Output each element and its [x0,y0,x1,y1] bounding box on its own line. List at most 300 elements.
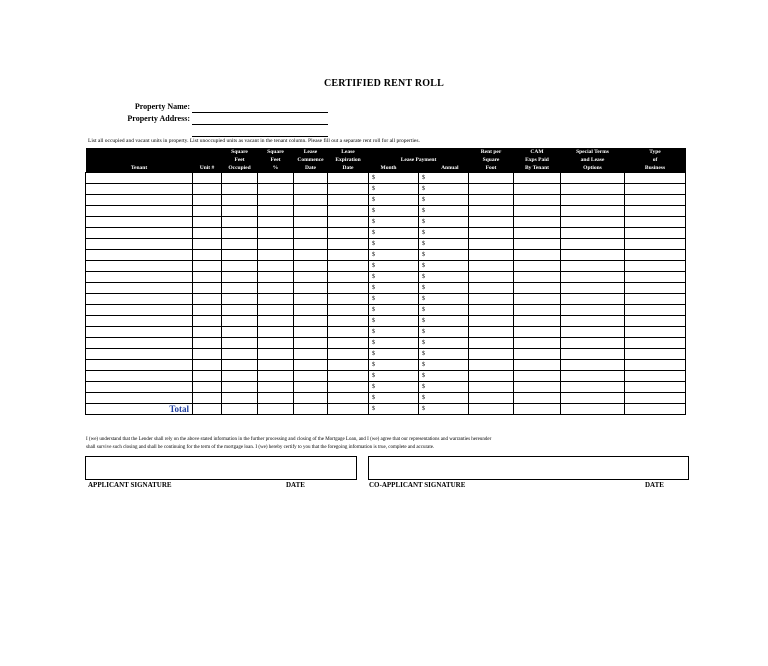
cell-cam[interactable] [514,382,561,393]
cell-lease_commence[interactable] [294,338,328,349]
cell-tenant[interactable] [86,316,193,327]
cell-sqft_pct[interactable] [258,283,294,294]
cell-unit[interactable] [193,327,222,338]
cell-tenant[interactable] [86,272,193,283]
cell-sqft_pct[interactable] [258,272,294,283]
header-type_of_business: Business [625,164,686,173]
cell-type_of_business[interactable] [625,217,686,228]
cell-type_of_business[interactable] [625,173,686,184]
cell-lease_commence[interactable] [294,261,328,272]
cell-special_terms[interactable] [561,294,625,305]
cell-sqft_pct[interactable] [258,206,294,217]
cell-special_terms[interactable] [561,316,625,327]
cell-lease_payment_month[interactable]: $ [369,305,419,316]
cell-special_terms[interactable] [561,382,625,393]
cell-sqft_occupied[interactable] [222,393,258,404]
cell-type_of_business[interactable] [625,404,686,415]
cell-tenant[interactable] [86,382,193,393]
cell-sqft_occupied[interactable] [222,239,258,250]
cell-lease_expiration[interactable] [328,338,369,349]
cell-rent_per_sqft[interactable] [469,228,514,239]
cell-sqft_pct[interactable] [258,173,294,184]
cell-lease_expiration[interactable] [328,206,369,217]
cell-special_terms[interactable] [561,184,625,195]
cell-sqft_pct[interactable] [258,239,294,250]
header-lease_commence: Commence [294,156,328,164]
cell-tenant[interactable] [86,305,193,316]
cell-lease_payment_month[interactable]: $ [369,173,419,184]
header-sqft_pct: % [258,164,294,173]
cell-lease_payment_annual[interactable]: $ [419,338,469,349]
cell-lease_commence[interactable] [294,371,328,382]
cell-lease_payment_month[interactable]: $ [369,338,419,349]
cell-lease_commence[interactable] [294,360,328,371]
cell-lease_payment_annual[interactable]: $ [419,283,469,294]
cell-special_terms[interactable] [561,404,625,415]
header-special_terms: and Lease [561,156,625,164]
cell-tenant[interactable] [86,228,193,239]
cell-sqft_pct[interactable] [258,382,294,393]
cell-unit[interactable] [193,316,222,327]
cell-rent_per_sqft[interactable] [469,250,514,261]
cell-sqft_pct[interactable] [258,184,294,195]
cell-unit[interactable] [193,382,222,393]
cell-lease_payment_annual[interactable]: $ [419,239,469,250]
cell-unit[interactable] [193,206,222,217]
cell-rent_per_sqft[interactable] [469,360,514,371]
cell-cam[interactable] [514,294,561,305]
table-row [86,294,686,305]
cell-rent_per_sqft[interactable] [469,294,514,305]
cell-cam[interactable] [514,305,561,316]
cell-type_of_business[interactable] [625,250,686,261]
cell-cam[interactable] [514,283,561,294]
cell-sqft_pct[interactable] [258,316,294,327]
cell-lease_commence[interactable] [294,217,328,228]
cell-type_of_business[interactable] [625,360,686,371]
cell-unit[interactable] [193,250,222,261]
cell-rent_per_sqft[interactable] [469,184,514,195]
cell-cam[interactable] [514,228,561,239]
cell-lease_commence[interactable] [294,382,328,393]
cell-rent_per_sqft[interactable] [469,217,514,228]
cell-lease_commence[interactable] [294,239,328,250]
cell-unit[interactable] [193,404,222,415]
cell-lease_payment_annual[interactable]: $ [419,250,469,261]
cell-sqft_pct[interactable] [258,294,294,305]
cell-cam[interactable] [514,206,561,217]
header-lease_payment_month [369,148,419,156]
cell-lease_payment_month[interactable]: $ [369,184,419,195]
cell-lease_expiration[interactable] [328,393,369,404]
cell-type_of_business[interactable] [625,272,686,283]
cell-cam[interactable] [514,371,561,382]
cell-type_of_business[interactable] [625,349,686,360]
table-row [86,305,686,316]
cell-sqft_pct[interactable] [258,327,294,338]
cell-sqft_pct[interactable] [258,261,294,272]
cell-lease_payment_month[interactable]: $ [369,393,419,404]
cell-type_of_business[interactable] [625,393,686,404]
property-name-field[interactable] [192,112,328,113]
cell-lease_expiration[interactable] [328,250,369,261]
cell-lease_expiration[interactable] [328,184,369,195]
cell-sqft_occupied[interactable] [222,305,258,316]
cell-lease_payment_month[interactable]: $ [369,206,419,217]
cell-lease_expiration[interactable] [328,349,369,360]
cell-lease_payment_annual[interactable]: $ [419,184,469,195]
cell-sqft_occupied[interactable] [222,250,258,261]
cell-lease_payment_annual[interactable]: $ [419,360,469,371]
cell-lease_expiration[interactable] [328,272,369,283]
cell-unit[interactable] [193,393,222,404]
cell-special_terms[interactable] [561,327,625,338]
cell-tenant[interactable] [86,371,193,382]
cell-rent_per_sqft[interactable] [469,327,514,338]
property-address-field[interactable] [192,124,328,125]
header-lease_payment_annual [419,148,469,156]
cell-type_of_business[interactable] [625,195,686,206]
cell-unit[interactable] [193,338,222,349]
cell-special_terms[interactable] [561,195,625,206]
cell-type_of_business[interactable] [625,338,686,349]
cell-cam[interactable] [514,173,561,184]
co-applicant-signature-box[interactable] [368,456,689,480]
cell-special_terms[interactable] [561,371,625,382]
cell-sqft_occupied[interactable] [222,184,258,195]
cell-cam[interactable] [514,261,561,272]
cell-cam[interactable] [514,349,561,360]
cell-special_terms[interactable] [561,206,625,217]
cell-tenant[interactable] [86,184,193,195]
cell-rent_per_sqft[interactable] [469,283,514,294]
cell-lease_commence[interactable] [294,349,328,360]
table-row [86,217,686,228]
cell-lease_payment_month[interactable]: $ [369,371,419,382]
cell-lease_commence[interactable] [294,404,328,415]
cell-cam[interactable] [514,404,561,415]
cell-rent_per_sqft[interactable] [469,206,514,217]
cell-rent_per_sqft[interactable] [469,239,514,250]
cell-lease_expiration[interactable] [328,404,369,415]
cell-lease_payment_month[interactable]: $ [369,217,419,228]
header-special_terms: Special Terms [561,148,625,156]
cell-lease_expiration[interactable] [328,294,369,305]
cell-lease_expiration[interactable] [328,239,369,250]
cell-unit[interactable] [193,173,222,184]
header-special_terms: Options [561,164,625,173]
cell-cam[interactable] [514,393,561,404]
cell-sqft_pct[interactable] [258,371,294,382]
cell-special_terms[interactable] [561,239,625,250]
cell-lease_payment_month[interactable]: $ [369,261,419,272]
cell-unit[interactable] [193,195,222,206]
property-address-field-2[interactable] [192,136,328,137]
cell-type_of_business[interactable] [625,184,686,195]
cell-rent_per_sqft[interactable] [469,371,514,382]
cell-sqft_occupied[interactable] [222,173,258,184]
cell-type_of_business[interactable] [625,382,686,393]
cell-sqft_pct[interactable] [258,349,294,360]
cell-special_terms[interactable] [561,173,625,184]
cell-lease_payment_annual[interactable]: $ [419,327,469,338]
cell-sqft_occupied[interactable] [222,360,258,371]
cell-sqft_pct[interactable] [258,360,294,371]
cell-sqft_occupied[interactable] [222,283,258,294]
cell-tenant[interactable] [86,338,193,349]
cell-lease_payment_annual[interactable]: $ [419,195,469,206]
cell-lease_payment_month[interactable]: $ [369,404,419,415]
cell-lease_commence[interactable] [294,305,328,316]
cell-lease_commence[interactable] [294,173,328,184]
cell-tenant[interactable] [86,250,193,261]
cell-sqft_pct[interactable] [258,250,294,261]
cell-tenant[interactable] [86,261,193,272]
cell-sqft_occupied[interactable] [222,338,258,349]
cell-lease_expiration[interactable] [328,173,369,184]
header-row [86,164,686,173]
cell-tenant[interactable] [86,393,193,404]
cell-rent_per_sqft[interactable] [469,173,514,184]
cell-lease_payment_annual[interactable]: $ [419,261,469,272]
table-row [86,338,686,349]
cell-cam[interactable] [514,184,561,195]
cell-special_terms[interactable] [561,250,625,261]
table-row [86,195,686,206]
cell-sqft_pct[interactable] [258,393,294,404]
cell-special_terms[interactable] [561,228,625,239]
cell-lease_payment_month[interactable]: $ [369,239,419,250]
cell-special_terms[interactable] [561,360,625,371]
cell-rent_per_sqft[interactable] [469,393,514,404]
cell-lease_payment_annual[interactable]: $ [419,305,469,316]
applicant-signature-box[interactable] [85,456,357,480]
cell-sqft_occupied[interactable] [222,316,258,327]
table-row [86,173,686,184]
cell-type_of_business[interactable] [625,239,686,250]
disclaimer-line-1: I (we) understand that the Lender shall rely on the above stated information in the further processing and closing of the Mortgage Loan, and I (we) agree that our representations and warranties hereunder [86,437,492,442]
cell-rent_per_sqft[interactable] [469,382,514,393]
cell-sqft_pct[interactable] [258,305,294,316]
cell-lease_payment_month[interactable]: $ [369,228,419,239]
cell-lease_payment_month[interactable]: $ [369,382,419,393]
cell-lease_expiration[interactable] [328,195,369,206]
cell-lease_commence[interactable] [294,195,328,206]
table-row [86,371,686,382]
cell-unit[interactable] [193,349,222,360]
header-tenant [86,148,193,156]
cell-unit[interactable] [193,305,222,316]
cell-lease_commence[interactable] [294,184,328,195]
cell-special_terms[interactable] [561,217,625,228]
cell-cam[interactable] [514,195,561,206]
cell-cam[interactable] [514,316,561,327]
applicant-signature-label: APPLICANT SIGNATURE [88,481,172,489]
header-tenant [86,156,193,164]
cell-lease_commence[interactable] [294,272,328,283]
cell-sqft_occupied[interactable] [222,349,258,360]
cell-type_of_business[interactable] [625,371,686,382]
cell-lease_payment_annual[interactable]: $ [419,272,469,283]
cell-sqft_pct[interactable] [258,404,294,415]
cell-lease_commence[interactable] [294,206,328,217]
cell-unit[interactable] [193,261,222,272]
cell-tenant[interactable] [86,206,193,217]
cell-tenant[interactable] [86,217,193,228]
cell-tenant[interactable] [86,239,193,250]
cell-unit[interactable] [193,360,222,371]
cell-tenant[interactable] [86,327,193,338]
cell-lease_expiration[interactable] [328,327,369,338]
cell-sqft_pct[interactable] [258,217,294,228]
cell-unit[interactable] [193,228,222,239]
cell-cam[interactable] [514,338,561,349]
cell-type_of_business[interactable] [625,261,686,272]
cell-lease_payment_annual[interactable]: $ [419,206,469,217]
cell-special_terms[interactable] [561,305,625,316]
cell-special_terms[interactable] [561,393,625,404]
cell-sqft_pct[interactable] [258,195,294,206]
cell-sqft_occupied[interactable] [222,206,258,217]
cell-lease_payment_month[interactable]: $ [369,272,419,283]
co-applicant-signature-label: CO-APPLICANT SIGNATURE [369,481,466,489]
cell-rent_per_sqft[interactable] [469,305,514,316]
cell-unit[interactable] [193,184,222,195]
cell-lease_payment_month[interactable]: $ [369,349,419,360]
table-row [86,327,686,338]
cell-rent_per_sqft[interactable] [469,261,514,272]
cell-type_of_business[interactable] [625,316,686,327]
header-lease_commence: Lease [294,148,328,156]
cell-unit[interactable] [193,294,222,305]
cell-lease_payment_month[interactable]: $ [369,283,419,294]
cell-tenant[interactable] [86,195,193,206]
cell-tenant[interactable] [86,173,193,184]
cell-special_terms[interactable] [561,261,625,272]
cell-lease_payment_month[interactable]: $ [369,195,419,206]
cell-cam[interactable] [514,217,561,228]
header-sqft_occupied: Feet [222,156,258,164]
cell-lease_expiration[interactable] [328,261,369,272]
cell-rent_per_sqft[interactable] [469,316,514,327]
cell-lease_expiration[interactable] [328,217,369,228]
cell-tenant[interactable] [86,360,193,371]
cell-lease_commence[interactable] [294,316,328,327]
cell-unit[interactable] [193,272,222,283]
cell-type_of_business[interactable] [625,283,686,294]
cell-cam[interactable] [514,250,561,261]
cell-lease_payment_annual[interactable]: $ [419,217,469,228]
cell-lease_payment_annual[interactable]: $ [419,173,469,184]
cell-special_terms[interactable] [561,338,625,349]
cell-lease_payment_month[interactable]: $ [369,360,419,371]
cell-sqft_occupied[interactable] [222,371,258,382]
cell-cam[interactable] [514,360,561,371]
cell-tenant[interactable] [86,283,193,294]
header-sqft_occupied: Square [222,148,258,156]
cell-lease_expiration[interactable] [328,360,369,371]
cell-sqft_occupied[interactable] [222,217,258,228]
cell-sqft_occupied[interactable] [222,228,258,239]
cell-sqft_occupied[interactable] [222,272,258,283]
cell-sqft_occupied[interactable] [222,382,258,393]
cell-type_of_business[interactable] [625,305,686,316]
cell-lease_payment_annual[interactable]: $ [419,393,469,404]
cell-unit[interactable] [193,283,222,294]
cell-lease_payment_month[interactable]: $ [369,294,419,305]
cell-lease_commence[interactable] [294,327,328,338]
cell-rent_per_sqft[interactable] [469,349,514,360]
cell-lease_commence[interactable] [294,250,328,261]
cell-lease_payment_annual[interactable]: $ [419,228,469,239]
cell-lease_payment_annual[interactable]: $ [419,349,469,360]
cell-sqft_occupied[interactable] [222,294,258,305]
cell-type_of_business[interactable] [625,327,686,338]
cell-type_of_business[interactable] [625,206,686,217]
cell-cam[interactable] [514,272,561,283]
cell-sqft_pct[interactable] [258,338,294,349]
cell-unit[interactable] [193,239,222,250]
cell-lease_payment_annual[interactable]: $ [419,404,469,415]
cell-unit[interactable] [193,217,222,228]
cell-special_terms[interactable] [561,272,625,283]
property-address-label: Property Address: [127,114,190,123]
cell-lease_expiration[interactable] [328,283,369,294]
header-rent_per_sqft: Foot [469,164,514,173]
cell-tenant[interactable] [86,294,193,305]
table-row [86,239,686,250]
cell-lease_payment_annual[interactable]: $ [419,294,469,305]
cell-rent_per_sqft[interactable] [469,195,514,206]
cell-lease_commence[interactable] [294,228,328,239]
cell-lease_expiration[interactable] [328,382,369,393]
cell-lease_expiration[interactable] [328,371,369,382]
cell-lease_payment_month[interactable]: $ [369,316,419,327]
cell-cam[interactable] [514,327,561,338]
cell-lease_payment_month[interactable]: $ [369,250,419,261]
cell-lease_expiration[interactable] [328,316,369,327]
cell-sqft_occupied[interactable] [222,261,258,272]
cell-special_terms[interactable] [561,349,625,360]
cell-tenant[interactable] [86,349,193,360]
cell-cam[interactable] [514,239,561,250]
cell-lease_commence[interactable] [294,294,328,305]
cell-lease_payment_month[interactable]: $ [369,327,419,338]
table-row [86,349,686,360]
cell-sqft_pct[interactable] [258,228,294,239]
cell-rent_per_sqft[interactable] [469,272,514,283]
cell-sqft_occupied[interactable] [222,195,258,206]
cell-rent_per_sqft[interactable] [469,338,514,349]
cell-type_of_business[interactable] [625,294,686,305]
cell-sqft_occupied[interactable] [222,404,258,415]
cell-lease_commence[interactable] [294,393,328,404]
table-row [86,272,686,283]
cell-rent_per_sqft[interactable] [469,404,514,415]
cell-lease_payment_annual[interactable]: $ [419,371,469,382]
cell-lease_commence[interactable] [294,283,328,294]
cell-special_terms[interactable] [561,283,625,294]
property-address-row-2 [100,126,330,138]
cell-lease_payment_annual[interactable]: $ [419,316,469,327]
cell-type_of_business[interactable] [625,228,686,239]
cell-unit[interactable] [193,371,222,382]
cell-lease_expiration[interactable] [328,305,369,316]
cell-sqft_occupied[interactable] [222,327,258,338]
header-lease_expiration: Lease [328,148,369,156]
cell-lease_payment_annual[interactable]: $ [419,382,469,393]
cell-lease_expiration[interactable] [328,228,369,239]
